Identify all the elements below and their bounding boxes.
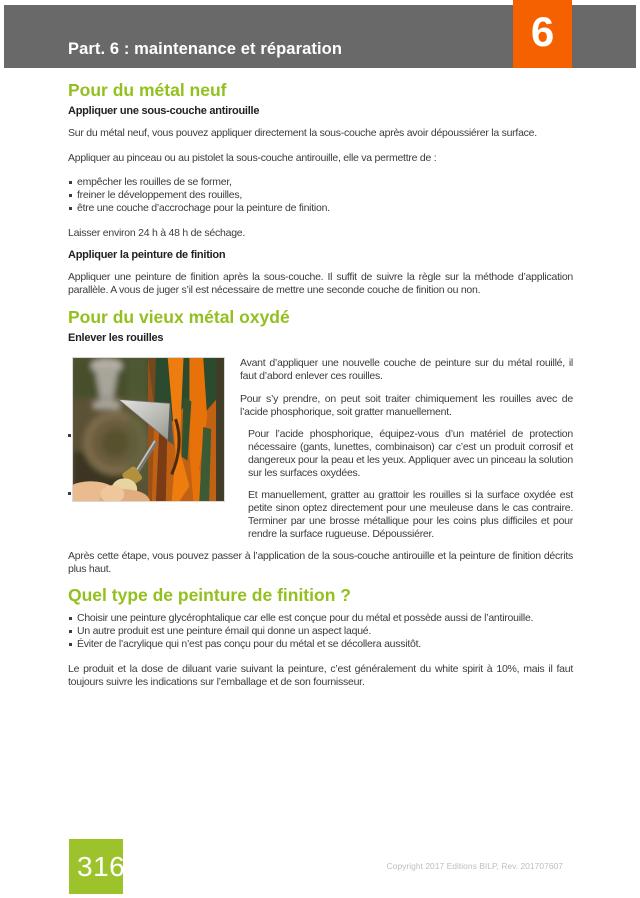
bullet-marker: [68, 492, 71, 495]
bullet-paragraph-manual: Et manuellement, gratter au grattoir les rouilles si la surface oxydée est petite sinon optez directement pour une meuleuse dans le cas contraire. Terminer par une brosse métallique pour les coins plus difficiles et pour rendre la surface rugueuse. Dépoussiérer.: [248, 489, 573, 540]
section-title-old-metal: Pour du vieux métal oxydé: [68, 307, 290, 327]
list-item: empêcher les rouilles de se former,: [68, 176, 573, 189]
subheading-finish-coat: Appliquer la peinture de finition: [68, 249, 226, 261]
bullet-paragraph-acid: Pour l’acide phosphorique, équipez-vous d’un matériel de protection nécessaire (gants, lunettes, combinaison) car c’est un produit corrosif et dangereux pour la peau et les yeux. Appliquer avec un pinceau la solution sur les surfaces oxydées.: [248, 428, 573, 479]
page-number: 316: [77, 850, 126, 882]
list-item: freiner le développement des rouilles,: [68, 189, 573, 202]
header-title: Part. 6 : maintenance et réparation: [68, 40, 343, 58]
bullet-list-undercoat: [68, 176, 573, 215]
list-item: Choisir une peinture glycérophtalique car elle est conçue pour du métal et possède aussi de l’antirouille.: [68, 612, 573, 625]
paragraph: Après cette étape, vous pouvez passer à l’application de la sous-couche antirouille et la peinture de finition décrits plus haut.: [68, 550, 573, 575]
list-item: Éviter de l’acrylique qui n’est pas conçu pour du métal et se décollera aussitôt.: [68, 638, 573, 651]
list-item: être une couche d’accrochage pour la peinture de finition.: [68, 202, 573, 215]
bullet-list-paint-types: [68, 612, 573, 651]
section-title-new-metal: Pour du métal neuf: [68, 80, 227, 100]
chapter-number: 6: [530, 8, 555, 55]
section-title-finish-paint: Quel type de peinture de finition ?: [68, 585, 351, 605]
paragraph: Laisser environ 24 h à 48 h de séchage.: [68, 227, 246, 239]
page-number-box: [69, 839, 126, 894]
photo-text-row: [68, 357, 573, 541]
page-content: [0, 68, 640, 689]
paragraph: Le produit et la dose de diluant varie suivant la peinture, c’est généralement du white spirit à 10%, mais il faut toujours suivre les indications sur l’emballage et de son fournisseur.: [68, 663, 573, 688]
paragraph: Appliquer une peinture de finition après la sous-couche. Il suffit de suivre la règle sur la méthode d’application parallèle. A vous de juger s’il est nécessaire de mettre une seconde couche de finition ou non.: [68, 271, 573, 296]
paragraph: Avant d’appliquer une nouvelle couche de peinture sur du métal rouillé, il faut d’abord enlever ces rouilles.: [240, 357, 573, 382]
paragraph: Appliquer au pinceau ou au pistolet la sous-couche antirouille, elle va permettre de :: [68, 152, 437, 164]
copyright-text: Copyright 2017 Editions BILP, Rev. 201707607: [386, 861, 563, 871]
rust-scraper-photo: [72, 357, 225, 502]
bullet-marker: [68, 434, 71, 437]
subheading-undercoat: Appliquer une sous-couche antirouille: [68, 105, 260, 117]
chapter-number-box: [513, 0, 572, 68]
list-item: Un autre produit est une peinture émail qui donne un aspect laqué.: [68, 625, 573, 638]
photo-column: [68, 357, 225, 541]
text-column: [240, 357, 573, 541]
paragraph: Pour s’y prendre, on peut soit traiter chimiquement les rouilles avec de l’acide phosphorique, soit gratter manuellement.: [240, 393, 573, 418]
subheading-remove-rust: Enlever les rouilles: [68, 332, 164, 344]
paragraph: Sur du métal neuf, vous pouvez appliquer directement la sous-couche après avoir dépoussiérer la surface.: [68, 127, 537, 139]
